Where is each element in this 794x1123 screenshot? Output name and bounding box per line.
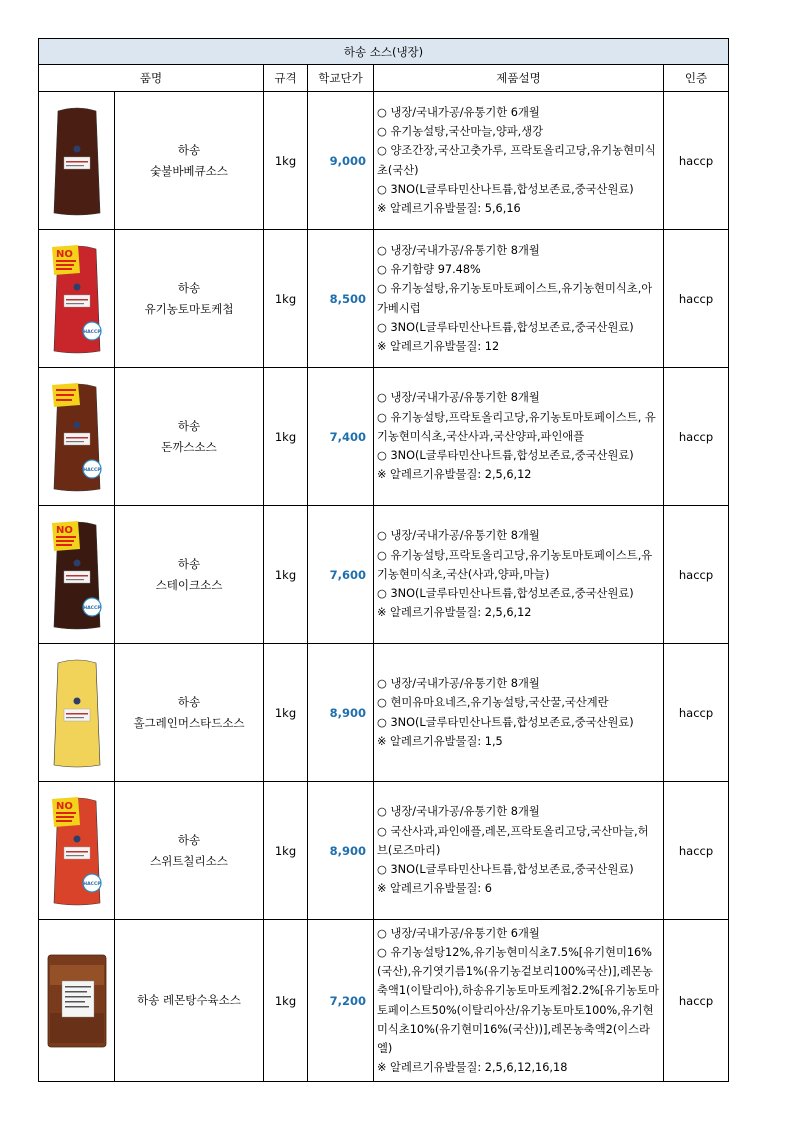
product-certification: haccp <box>664 92 729 230</box>
product-image-cell <box>39 506 115 644</box>
product-row <box>39 644 729 782</box>
product-name <box>115 506 264 644</box>
product-price: 7,200 <box>308 920 374 1082</box>
product-package-image <box>50 519 104 631</box>
description-line: ○ 냉장/국내가공/유통기한 8개월 <box>377 243 540 257</box>
description-line: ○ 유기함량 97.48% <box>377 263 481 277</box>
description-line: ○ 3NO(L글루타민산나트륨,합성보존료,중국산원료) <box>377 863 634 877</box>
product-row <box>39 368 729 506</box>
product-price: 9,000 <box>308 92 374 230</box>
product-image-cell <box>39 920 115 1082</box>
product-description <box>374 368 664 506</box>
description-line: ○ 유기농설탕,국산마늘,양파,생강 <box>377 125 544 139</box>
header-price: 학교단가 <box>308 65 374 92</box>
description-line: ○ 3NO(L글루타민산나트륨,합성보존료,중국산원료) <box>377 320 634 334</box>
product-image-cell <box>39 92 115 230</box>
product-certification: haccp <box>664 368 729 506</box>
description-line: ※ 알레르기유발물질: 6 <box>377 882 492 896</box>
product-size: 1kg <box>264 506 308 644</box>
description-line: ※ 알레르기유발물질: 12 <box>377 339 500 353</box>
product-description <box>374 92 664 230</box>
product-name-line: 홀그레인머스타드소스 <box>133 715 245 730</box>
description-line: ○ 현미유마요네즈,유기농설탕,국산꿀,국산계란 <box>377 696 609 710</box>
product-row <box>39 506 729 644</box>
description-line: ○ 냉장/국내가공/유통기한 6개월 <box>377 105 540 119</box>
product-price: 8,900 <box>308 644 374 782</box>
description-line: ※ 알레르기유발물질: 1,5 <box>377 734 503 748</box>
product-price: 8,900 <box>308 782 374 920</box>
product-certification: haccp <box>664 506 729 644</box>
description-line: ○ 3NO(L글루타민산나트륨,합성보존료,중국산원료) <box>377 715 634 729</box>
product-rows <box>39 92 729 1082</box>
product-table <box>38 38 729 1082</box>
product-name <box>115 782 264 920</box>
product-certification: haccp <box>664 644 729 782</box>
product-image-cell <box>39 368 115 506</box>
product-package-image <box>50 381 104 493</box>
svg-text:NO: NO <box>55 248 73 260</box>
header-name: 품명 <box>39 65 264 92</box>
product-package-image <box>50 105 104 217</box>
product-size: 1kg <box>264 644 308 782</box>
product-package-image <box>50 795 104 907</box>
product-certification: haccp <box>664 782 729 920</box>
svg-text:HACCP: HACCP <box>82 329 101 335</box>
product-row <box>39 782 729 920</box>
product-price: 8,500 <box>308 230 374 368</box>
description-line: ○ 양조간장,국산고춧가루, 프락토올리고당,유기농현미식초(국산) <box>377 144 656 177</box>
product-name-line: 하송 <box>177 556 201 571</box>
product-name-line: 하송 레몬탕수육소스 <box>137 993 241 1007</box>
product-price: 7,600 <box>308 506 374 644</box>
svg-text:HACCP: HACCP <box>82 881 101 887</box>
product-name-line: 하송 <box>177 418 201 433</box>
product-row <box>39 230 729 368</box>
product-name-line: 스테이크소스 <box>155 577 223 592</box>
description-line: ※ 알레르기유발물질: 2,5,6,12,16,18 <box>377 1061 568 1075</box>
product-name-line: 숯불바베큐소스 <box>150 163 228 178</box>
description-line: ※ 알레르기유발물질: 2,5,6,12 <box>377 468 532 482</box>
product-image-cell <box>39 230 115 368</box>
product-name-line: 돈까스소스 <box>161 439 217 454</box>
svg-text:HACCP: HACCP <box>82 605 101 611</box>
product-size: 1kg <box>264 368 308 506</box>
product-row <box>39 92 729 230</box>
header-size: 규격 <box>264 65 308 92</box>
product-description <box>374 644 664 782</box>
product-name <box>115 368 264 506</box>
header-certification: 인증 <box>664 65 729 92</box>
svg-text:HACCP: HACCP <box>82 467 101 473</box>
product-name-line: 하송 <box>177 142 201 157</box>
product-name-line: 하송 <box>177 694 201 709</box>
header-description: 제품설명 <box>374 65 664 92</box>
description-line: ○ 냉장/국내가공/유통기한 8개월 <box>377 677 540 691</box>
product-name-line: 스위트칠리소스 <box>150 853 228 868</box>
description-line: ○ 유기농설탕,프락토올리고당,유기농토마토페이스트, 유기농현미식초,국산사과,국산양파,파인애플 <box>377 410 656 443</box>
product-price: 7,400 <box>308 368 374 506</box>
product-size: 1kg <box>264 782 308 920</box>
description-line: ○ 3NO(L글루타민산나트륨,합성보존료,중국산원료) <box>377 449 634 463</box>
description-line: ○ 냉장/국내가공/유통기한 8개월 <box>377 391 540 405</box>
description-line: ○ 유기농설탕12%,유기농현미식초7.5%[유기현미16%(국산),유기엿기름1%(유기농겉보리100%국산)],레몬농축액1(이탈리아),하송유기농토마토케첩2.2%[유기농토마토페이스트50%(이탈리아산/유기농토마토100%,유기현미식초10%(유기현미16%(국산))],레몬농축액2(이스라엘) <box>377 945 659 1055</box>
product-image-cell <box>39 644 115 782</box>
description-line: ○ 유기농설탕,유기농토마토페이스트,유기농현미식초,아가베시럽 <box>377 282 653 315</box>
product-size: 1kg <box>264 920 308 1082</box>
product-description <box>374 506 664 644</box>
description-line: ○ 냉장/국내가공/유통기한 6개월 <box>377 926 540 940</box>
product-name <box>115 644 264 782</box>
product-size: 1kg <box>264 92 308 230</box>
product-description <box>374 920 664 1082</box>
product-package-image <box>50 243 104 355</box>
product-name-line: 유기농토마토케첩 <box>144 301 234 316</box>
description-line: ○ 국산사과,파인애플,레몬,프락토올리고당,국산마늘,허브(로즈마리) <box>377 824 649 857</box>
description-line: ○ 3NO(L글루타민산나트륨,합성보존료,중국산원료) <box>377 587 634 601</box>
product-name-line: 하송 <box>177 832 201 847</box>
svg-text:NO: NO <box>55 800 73 812</box>
description-line: ○ 3NO(L글루타민산나트륨,합성보존료,중국산원료) <box>377 182 634 196</box>
product-name <box>115 920 264 1082</box>
table-title: 하송 소스(냉장) <box>39 39 729 65</box>
description-line: ○ 냉장/국내가공/유통기한 8개월 <box>377 529 540 543</box>
product-image-cell <box>39 782 115 920</box>
description-line: ○ 유기농설탕,프락토올리고당,유기농토마토페이스트,유기농현미식초,국산(사과,양파,마늘) <box>377 548 653 581</box>
product-name <box>115 92 264 230</box>
description-line: ※ 알레르기유발물질: 2,5,6,12 <box>377 606 532 620</box>
product-name <box>115 230 264 368</box>
product-row <box>39 920 729 1082</box>
product-size: 1kg <box>264 230 308 368</box>
product-certification: haccp <box>664 230 729 368</box>
product-name-line: 하송 <box>177 280 201 295</box>
description-line: ※ 알레르기유발물질: 5,6,16 <box>377 201 521 215</box>
product-description <box>374 782 664 920</box>
product-description <box>374 230 664 368</box>
description-line: ○ 냉장/국내가공/유통기한 8개월 <box>377 805 540 819</box>
product-package-image <box>50 657 104 769</box>
product-package-image <box>46 951 108 1051</box>
product-certification: haccp <box>664 920 729 1082</box>
svg-text:NO: NO <box>55 524 73 536</box>
